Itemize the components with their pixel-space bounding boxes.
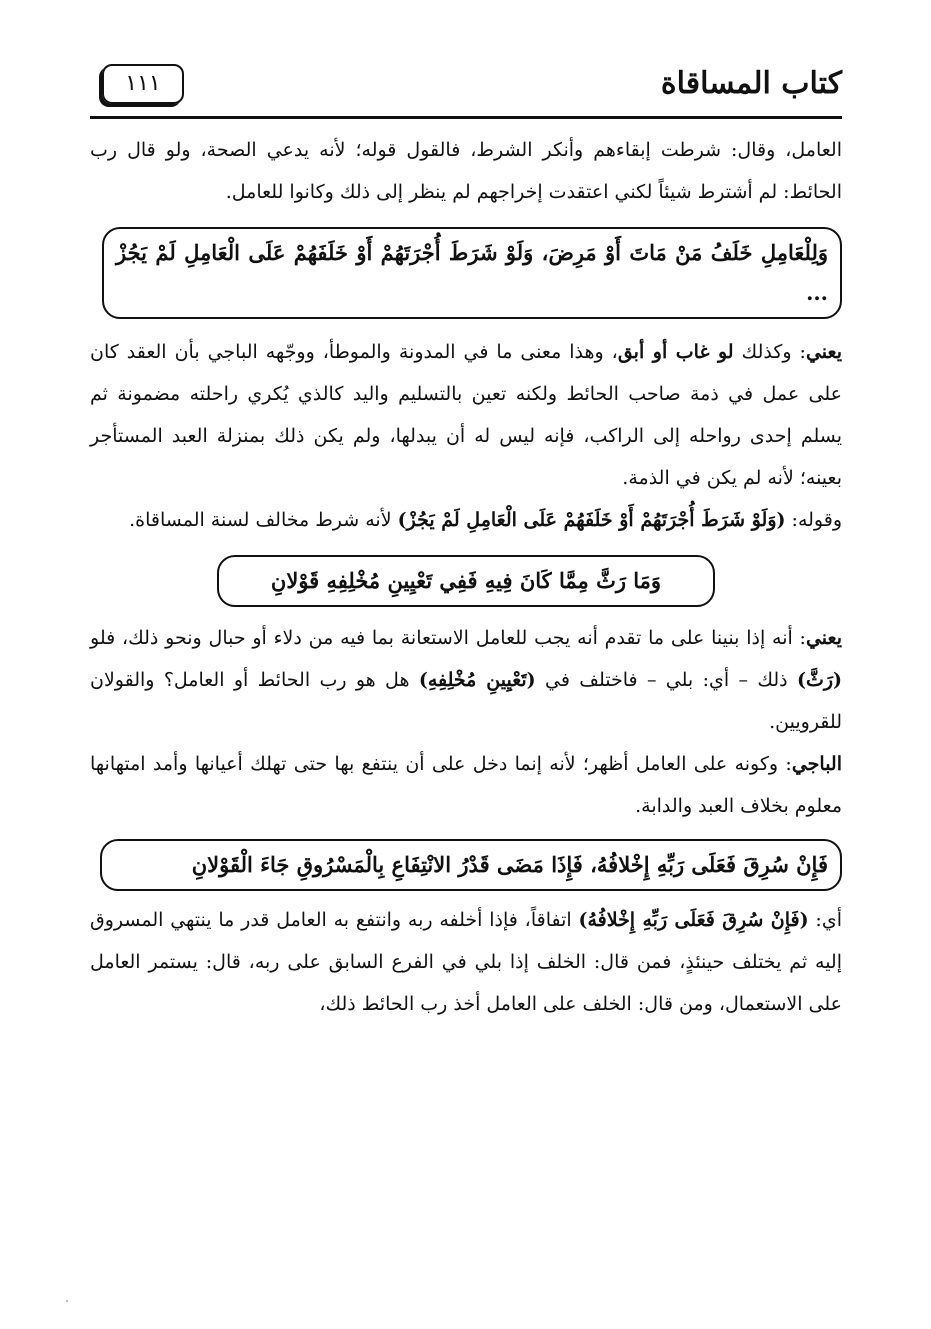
text-run: أي: xyxy=(808,909,842,931)
quoted-phrase: لو غاب أو أبق xyxy=(617,341,734,363)
text-run: : وكذلك xyxy=(733,341,806,363)
running-header xyxy=(90,58,842,119)
text-run: : أنه إذا بنينا على ما تقدم أنه يجب للعامل الاستعانة بما فيه من دلاء أو حبال ونحو ذلك، فلو xyxy=(90,627,806,649)
text-run: : وكونه على العامل أظهر؛ لأنه إنما دخل على أن ينتفع بها حتى تهلك أعيانها وأمد امتهانها معلوم بخلاف العبد والدابة. xyxy=(90,753,842,817)
commentary-paragraph-2 xyxy=(90,331,842,499)
commentary-paragraph-4 xyxy=(90,617,842,743)
text-run: لأنه شرط مخالف لسنة المساقاة. xyxy=(129,509,398,531)
matn-quote: (تَعْيِينِ مُخْلِفِهِ) xyxy=(418,669,536,691)
book-title: كتاب المساقاة xyxy=(660,66,842,101)
page-number: ١١١ xyxy=(102,64,184,104)
text-run: اتفاقاً، فإذا أخلفه ربه وانتفع به العامل قدر ما ينتهي المسروق إليه ثم يختلف حينئذٍ، فمن قال: الخلف إذا بلي في الفرع السابق على ربه، قال: يستمر العامل على الاستعمال، ومن قال: الخلف على العامل أخذ رب الحائط ذلك، xyxy=(90,909,842,1015)
matn-quote: (فَإِنْ سُرِقَ فَعَلَى رَبِّهِ إِخْلافُهُ) xyxy=(578,909,809,931)
lead-word: يعني xyxy=(805,341,842,363)
commentary-paragraph-5 xyxy=(90,743,842,827)
lead-word: الباجي xyxy=(791,753,842,775)
text-run: هل هو رب الحائط أو العامل؟ والقولان للقرويين. xyxy=(90,669,842,733)
matn-quote: (وَلَوْ شَرَطَ أُجْرَتَهُمْ أَوْ خَلَفَهُمْ عَلَى الْعَامِلِ لَمْ يَجُزْ) xyxy=(397,509,786,531)
text-run: وقوله: xyxy=(785,509,842,531)
lead-word: يعني xyxy=(805,627,842,649)
text-run: ذلك – أي: بلي – فاختلف في xyxy=(535,669,797,691)
commentary-paragraph-6 xyxy=(90,899,842,1025)
matn-box-1: وَلِلْعَامِلِ خَلَفُ مَنْ مَاتَ أَوْ مَرِضَ، وَلَوْ شَرَطَ أُجْرَتَهُمْ أَوْ خَلَفَهُمْ عَلَى الْعَامِلِ لَمْ يَجُزْ ... xyxy=(102,227,842,319)
scan-speck xyxy=(66,1300,68,1302)
commentary-paragraph-3 xyxy=(90,499,842,541)
book-page xyxy=(90,58,842,1025)
matn-quote: (رَثَّ) xyxy=(796,669,842,691)
text-run: ، وهذا معنى ما في المدونة والموطأ، ووجّهه الباجي بأن العقد كان على عمل في ذمة صاحب الحائط ولكنه تعين بالتسليم واليد كالذي يُكري راحلته مضمونة ثم يسلم إحدى رواحله إلى الراكب، فإنه ليس له أن يبدلها، ولم يكن ذلك بمنزلة العبد المستأجر بعينه؛ لأنه لم يكن في الذمة. xyxy=(90,341,842,489)
matn-box-2: وَمَا رَثَّ مِمَّا كَانَ فِيهِ فَفِي تَعْيِينِ مُخْلِفِهِ قَوْلانِ xyxy=(217,555,715,607)
commentary-paragraph-1: العامل، وقال: شرطت إبقاءهم وأنكر الشرط، فالقول قوله؛ لأنه يدعي الصحة، ولو قال رب الحائط: لم أشترط شيئاً لكني اعتقدت إخراجهم لم ينظر إلى ذلك وكانوا للعامل. xyxy=(90,139,842,203)
matn-box-3: فَإِنْ سُرِقَ فَعَلَى رَبِّهِ إِخْلافُهُ، فَإِذَا مَضَى قَدْرُ الانْتِفَاعِ بِالْمَسْرُوقِ جَاءَ الْقَوْلانِ xyxy=(100,839,842,891)
